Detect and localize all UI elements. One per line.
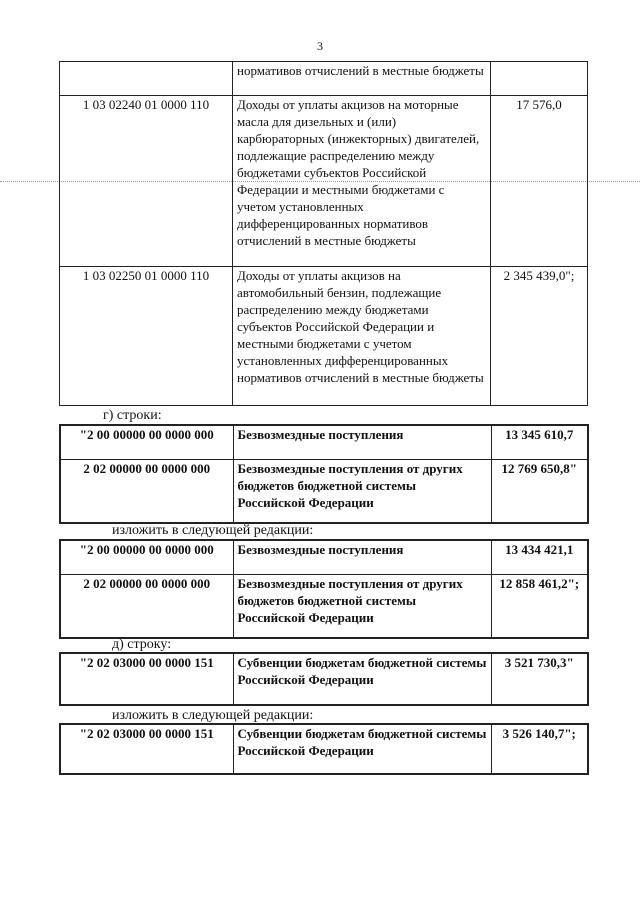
table-g-new <box>59 539 589 639</box>
row-amount <box>491 62 588 96</box>
row-description: Субвенции бюджетам бюджетной системы Российской Федерации <box>233 653 491 705</box>
row-description: Доходы от уплаты акцизов на моторные масла для дизельных и (или) карбюраторных (инжекторных) двигателей, подлежащие распределению между бюджетами субъектов Российской Федерации и местными бюджетами с учетом установленных дифференцированных нормативов отчислений в местные бюджеты <box>233 96 491 267</box>
table-row <box>60 62 588 96</box>
row-amount: 12 858 461,2"; <box>491 574 588 638</box>
table-row <box>60 540 588 574</box>
row-amount: 3 526 140,7"; <box>491 724 588 774</box>
row-code: "2 02 03000 00 0000 151 <box>60 653 233 705</box>
row-code: 2 02 00000 00 0000 000 <box>60 574 233 638</box>
row-code: 1 03 02240 01 0000 110 <box>60 96 233 267</box>
row-code <box>60 62 233 96</box>
page-number: 3 <box>317 39 323 53</box>
table-row <box>60 425 588 459</box>
table-row <box>60 653 588 705</box>
table-row <box>60 267 588 406</box>
section-label-g-new: изложить в следующей редакции: <box>112 523 314 538</box>
revenue-table-top <box>59 61 588 406</box>
table-row <box>60 574 588 638</box>
row-code: "2 02 03000 00 0000 151 <box>60 724 233 774</box>
row-amount: 3 521 730,3" <box>491 653 588 705</box>
row-description: Безвозмездные поступления <box>233 540 491 574</box>
row-amount: 17 576,0 <box>491 96 588 267</box>
row-code: 2 02 00000 00 0000 000 <box>60 459 233 523</box>
table-d-new <box>59 723 589 775</box>
table-row <box>60 724 588 774</box>
row-description: Доходы от уплаты акцизов на автомобильный бензин, подлежащие распределению между бюджетами субъектов Российской Федерации и местными бюджетами с учетом установленных дифференцированных нормативов отчислений в местные бюджеты <box>233 267 491 406</box>
row-description: нормативов отчислений в местные бюджеты <box>233 62 491 96</box>
row-code: 1 03 02250 01 0000 110 <box>60 267 233 406</box>
row-description: Субвенции бюджетам бюджетной системы Российской Федерации <box>233 724 491 774</box>
table-g-old <box>59 424 589 524</box>
row-amount: 12 769 650,8" <box>491 459 588 523</box>
table-d-old <box>59 652 589 706</box>
section-label-d: д) строку: <box>112 637 172 652</box>
row-description: Безвозмездные поступления от других бюджетов бюджетной системы Российской Федерации <box>233 574 491 638</box>
row-amount: 2 345 439,0"; <box>491 267 588 406</box>
row-description: Безвозмездные поступления от других бюджетов бюджетной системы Российской Федерации <box>233 459 491 523</box>
row-code: "2 00 00000 00 0000 000 <box>60 540 233 574</box>
table-row <box>60 96 588 267</box>
row-amount: 13 345 610,7 <box>491 425 588 459</box>
row-amount: 13 434 421,1 <box>491 540 588 574</box>
row-code: "2 00 00000 00 0000 000 <box>60 425 233 459</box>
section-label-g: г) строки: <box>103 408 162 423</box>
row-description: Безвозмездные поступления <box>233 425 491 459</box>
table-row <box>60 459 588 523</box>
section-label-d-new: изложить в следующей редакции: <box>112 708 314 723</box>
